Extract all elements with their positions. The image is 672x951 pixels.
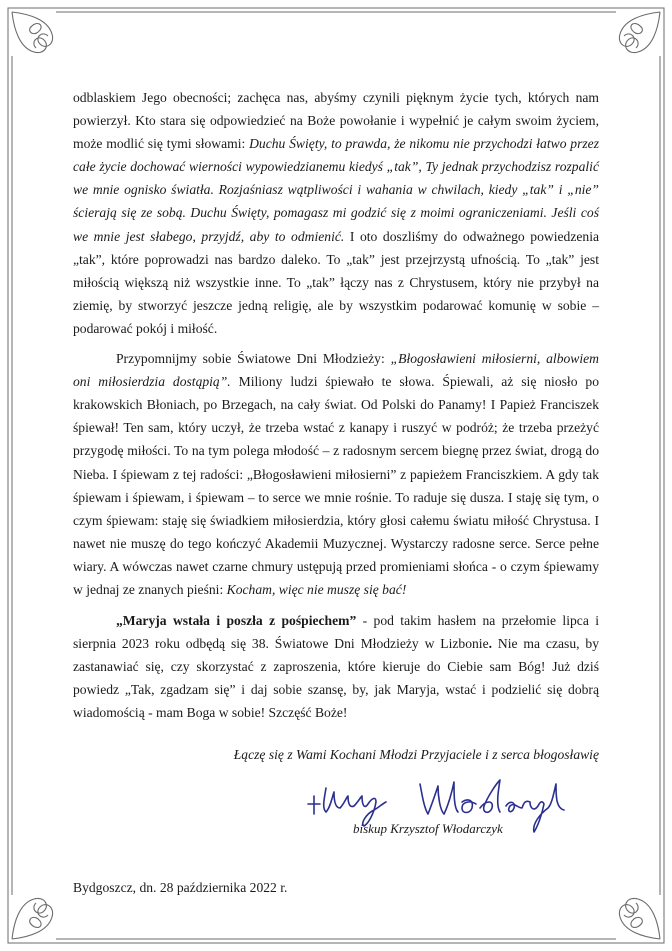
place-and-date: Bydgoszcz, dn. 28 października 2022 r. xyxy=(73,880,288,895)
closing-greeting: Łączę się z Wami Kochani Młodzi Przyjaciele i z serca błogosławię xyxy=(233,747,599,762)
text-run: Przypomnijmy sobie Światowe Dni Młodzieży: xyxy=(116,351,391,367)
beatitude-quote: „Błogosławieni miłosierni, albowiem oni miłosierdzia dostąpią”. xyxy=(73,351,599,390)
text-run: . xyxy=(488,636,493,652)
bishop-name: biskup Krzysztof Włodarczyk xyxy=(353,821,503,836)
text-run: Nie ma czasu, by zastanawiać się, czy skorzystać z zaproszenia, które kieruje do Ciebie sam Bóg! Już dziś powiedz „Tak, zgadzam się” i daj sobie szansę, by, jak Maryja, wstać i podzielić się dobrą wiadomością - mam Boga w sobie! Szczęść Boże! xyxy=(73,636,599,721)
letter-paragraph-2 xyxy=(73,347,599,601)
text-run: Miliony ludzi śpiewało te słowa. Śpiewali, aż się niosło po krakowskich Błoniach, po Brzegach, na cały świat. Od Polski do Panamy! I Papież Franciszek śpiewał! Ten sam, który uczył, że trzeba wstać z kanapy i ruszyć w podróż; że trzeba przeżyć przygodę miłości. To na tym polega młodość – z radosnym sercem biegnę przez świat, drogą do Nieba. I śpiewam z tej radości: „Błogosławieni miłosierni” z papieżem Franciszkiem. A gdy tak śpiewam i śpiewam, i śpiewam – to serce we mnie rośnie. To raduje się dusza. I staję się tym, o czym śpiewam: staję się świadkiem miłosierdzia, który głosi całemu światu miłość Chrystusa. I nawet nie muszę do tego kończyć Akademii Muzycznej. Wystarczy radosne serce. Serce pełne wiary. A wówczas nawet czarne chmury ustępują przed promieniami słońca - o czym śpiewamy w jednaj ze znanych pieśni: xyxy=(73,374,600,597)
letter-paragraph-3 xyxy=(73,609,599,724)
text-run: - pod takim hasłem na przełomie lipca i sierpnia 2023 roku odbędą się 38. Światowe Dni Młodzieży w Lizbonie xyxy=(73,613,600,652)
text-run: odblaskiem Jego obecności; zachęca nas, abyśmy czynili pięknym życie tych, których nam powierzył. Kto stara się odpowiedzieć na Boże powołanie i wypełnić je całym swoim życiem, może modlić się tymi słowami: xyxy=(73,90,599,152)
song-quote: Kocham, więc nie muszę się bać! xyxy=(226,581,407,597)
letter-body xyxy=(73,86,599,733)
prayer-quote: Duchu Święty, to prawda, że nikomu nie przychodzi łatwo przez całe życie dochować wierności wypowiedzianemu kiedyś „tak”, Ty jednak przychodzisz rozpalić we mnie ognisko światła. Rozjaśniasz wątpliwości i wahania w chwilach, kiedy „tak” i „nie” ścierają się ze sobą. Duchu Święty, pomagasz mi godzić się z moimi ograniczeniami. Jeśli coś we mnie jest słabego, przyjdź, aby to odmienić. xyxy=(73,136,599,244)
letter-paragraph-1 xyxy=(73,86,599,340)
text-run: I oto doszliśmy do odważnego powiedzenia „tak”, które poprowadzi nas bardzo daleko. To „tak” jest przejrzystą ufnością. To „tak” jest miłością większą niż wszystkie inne. To „tak” łączy nas z Chrystusem, który nie przybył na ziemię, by stworzyć jeszcze jedną religię, ale by wszystkim podarować komunię w sobie – podarować pokój i miłość. xyxy=(73,228,599,336)
wyd-motto: „Maryja wstała i poszła z pośpiechem” xyxy=(116,613,357,629)
